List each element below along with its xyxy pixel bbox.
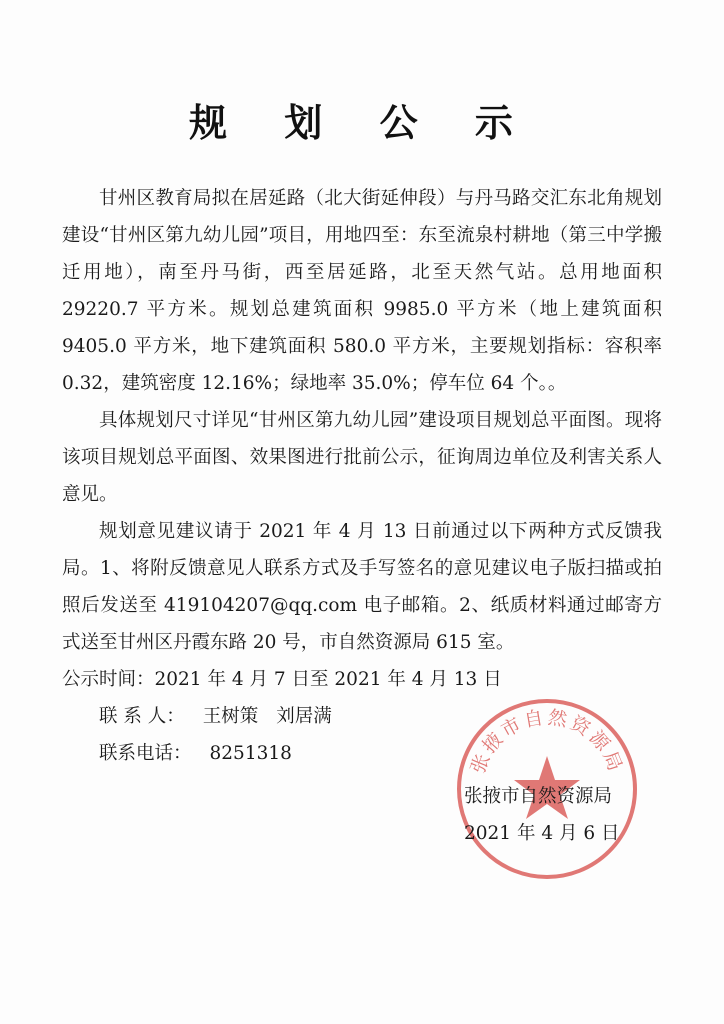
contact-person-1: 王树策 [202, 706, 259, 727]
phone-number: 8251318 [209, 743, 292, 764]
contact-label: 联 系 人： [99, 706, 185, 727]
phone-label: 联系电话： [99, 743, 192, 764]
signature-organization: 张掖市自然资源局 [464, 786, 613, 807]
paragraph-publicity-notice: 具体规划尺寸详见“甘州区第九幼儿园”建设项目规划总平面图。现将该项目规划总平面图、效果图进行批前公示，征询周边单位及利害关系人意见。 [62, 410, 662, 505]
signature-date: 2021 年 4 月 6 日 [464, 823, 620, 844]
document-title: 规 划 公 示 [189, 101, 535, 145]
paragraph-project-description: 甘州区教育局拟在居延路（北大街延伸段）与丹马路交汇东北角规划建设“甘州区第九幼儿园”项目，用地四至：东至流泉村耕地（第三中学搬迁用地），南至丹马街，西至居延路，北至天然气站。总用地面积 29220.7 平方米。规划总建筑面积 9985.0 平方米（地上建筑面积 9405.0 平方米，地下建筑面积 580.0 平方米，主要规划指标：容积率 0.32，建筑密度 12.16%；绿地率 35.0%；停车位 64 个。。 [62, 188, 662, 394]
paragraph-feedback-method: 规划意见建议请于 2021 年 4 月 13 日前通过以下两种方式反馈我局。1、将附反馈意见人联系方式及手写签名的意见建议电子版扫描或拍照后发送至 419104207@qq.com 电子邮箱。2、纸质材料通过邮寄方式送至甘州区丹霞东路 20 号，市自然资源局 615 室。 [62, 521, 662, 653]
document-body [62, 180, 662, 772]
svg-text:张掖市自然资源局: 张掖市自然资源局 [466, 706, 628, 777]
publicity-period: 公示时间：2021 年 4 月 7 日至 2021 年 4 月 13 日 [62, 669, 502, 690]
contact-person-2: 刘居满 [276, 706, 332, 727]
